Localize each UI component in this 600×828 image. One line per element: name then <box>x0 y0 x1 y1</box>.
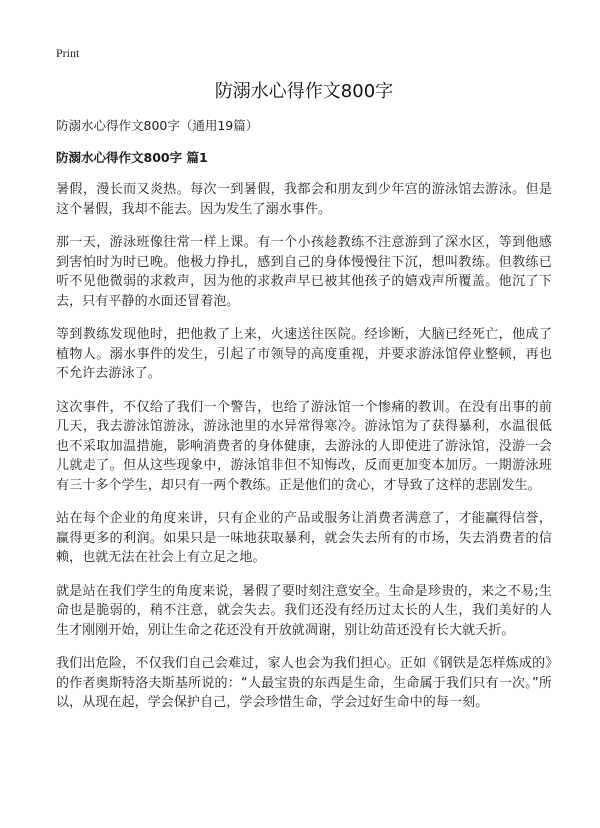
paragraph-5: 站在每个企业的角度来讲，只有企业的产品或服务让消费者满意了，才能赢得信誉，赢得更多的利润。如果只是一味地获取暴利，就会失去所有的市场，失去消费者的信赖，也就无法在社会上有立足之地。 <box>56 511 552 565</box>
document-title: 防溺水心得作文800字 <box>214 81 394 102</box>
section-heading: 防溺水心得作文800字 篇1 <box>56 150 208 165</box>
document-subtitle: 防溺水心得作文800字（通用19篇） <box>56 118 259 133</box>
paragraph-2: 那一天，游泳班像往常一样上课。有一个小孩趁教练不注意游到了深水区，等到他感到害怕时为时已晚。他极力挣扎，感到自己的身体慢慢往下沉，想叫教练。但教练已听不见他微弱的求救声，因为他的求救声早已被其他孩子的嬉戏声所覆盖。他沉了下去，只有平静的水面还冒着泡。 <box>56 235 552 309</box>
paragraph-1: 暑假，漫长而又炎热。每次一到暑假，我都会和朋友到少年宫的游泳馆去游泳。但是这个暑假，我却不能去。因为发生了溺水事件。 <box>56 182 552 217</box>
print-label[interactable]: Print <box>56 46 80 60</box>
paragraph-7: 我们出危险，不仅我们自己会难过，家人也会为我们担心。正如《钢铁是怎样炼成的》的作者奥斯特洛夫斯基所说的：“人最宝贵的东西是生命，生命属于我们只有一次。”所以，从现在起，学会保护自己，学会珍惜生命，学会过好生命中的每一刻。 <box>56 656 552 710</box>
paragraph-3: 等到教练发现他时，把他救了上来，火速送往医院。经诊断，大脑已经死亡，他成了植物人。溺水事件的发生，引起了市领导的高度重视，并要求游泳馆停业整顿，再也不允许去游泳了。 <box>56 327 552 381</box>
paragraph-6: 就是站在我们学生的角度来说，暑假了要时刻注意安全。生命是珍贵的，来之不易;生命也是脆弱的，稍不注意，就会失去。我们还没有经历过太长的人生，我们美好的人生才刚刚开始，别让生命之花还没有开放就凋谢，别让幼苗还没有长大就夭折。 <box>56 583 552 638</box>
document-page <box>56 44 552 727</box>
paragraph-4: 这次事件，不仅给了我们一个警告，也给了游泳馆一个惨痛的教训。在没有出事的前几天，我去游泳馆游泳，游泳池里的水异常得寒冷。游泳馆为了获得暴利，水温很低也不采取加温措施，影响消费者的身体健康，去游泳的人即使进了游泳馆，没游一会儿就走了。但从这些现象中，游泳馆非但不知悔改，反而更加变本加厉。一期游泳班有三十多个学生，却只有一两个教练。正是他们的贪心，才导致了这样的悲剧发生。 <box>56 399 552 493</box>
